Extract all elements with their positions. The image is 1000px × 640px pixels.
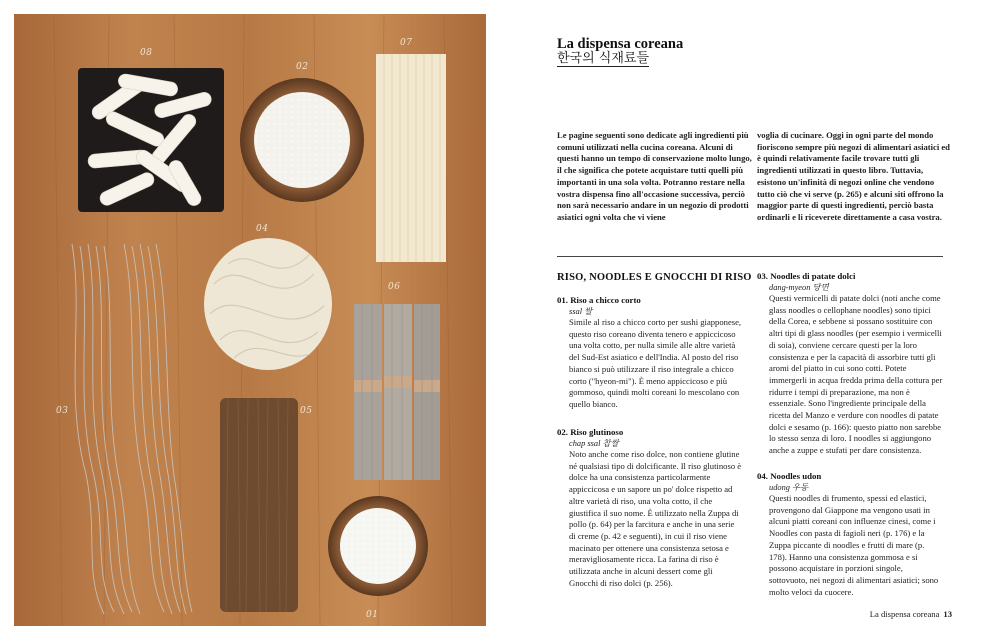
page-title: La dispensa coreana [557, 36, 684, 52]
ingredient-entry [757, 270, 943, 457]
wheat-noodles-bundle [376, 54, 446, 262]
rice-cakes-tray [78, 68, 224, 212]
photo-label: 03 [56, 406, 69, 416]
photo-label: 08 [140, 48, 153, 58]
page-footer [870, 609, 952, 619]
short-grain-rice-bowl [328, 496, 428, 596]
text-page [508, 0, 1000, 640]
ingredient-entry [557, 426, 743, 589]
udon-noodles-pile [204, 238, 332, 370]
entry-heading: 04. Noodles udon [757, 471, 822, 481]
section-divider [557, 256, 943, 257]
ingredient-entry [557, 294, 743, 411]
photo-label: 05 [300, 406, 313, 416]
buckwheat-noodles [354, 304, 440, 480]
entry-body: Questi vermicelli di patate dolci (noti anche come glass noodles o cellophane noodles) sono tipici della Corea, e sebbene si possano sostituire con altri tipi di glass noodles (per esempio i vermicelli di soia), conviene cercare questi per la loro consistenza e per la capacità di assorbire tutti gli aromi del piatto in cui sono cotti. Potete immergerli in acqua fredda prima della cottura per ridurre i tempi di preparazione, ma non è essenziale. Sono l'ingrediente principale della ricetta del Manzo e verdure con noodles di patate dolci e sesamo (p. 166): questo piatto non sarebbe lo stesso senza di loro. I noodles si aggiungono anche a zuppe e stufati per dare consistenza. [769, 293, 943, 456]
glutinous-rice-bowl [240, 78, 364, 202]
entry-body: Simile al riso a chicco corto per sushi giapponese, questo riso coreano diventa tenero e appiccicoso una volta cotto, per nulla simile alle altre varietà del Sud-Est asiatico e dell'India. Al posto del riso bianco si può utilizzare il riso integrale a chicco corto ("hyeon-mi"). È meno appiccicoso e più gommoso, quindi molti coreani lo mescolano con quello bianco. [569, 317, 742, 409]
page-number: 13 [943, 609, 952, 619]
photo-label: 06 [388, 282, 401, 292]
photo-label: 01 [366, 610, 379, 620]
photo-label: 02 [296, 62, 309, 72]
entry-body: Questi noodles di frumento, spessi ed elastici, provengono dal Giappone ma vengono usati in alcuni piatti coreani con influenze cinesi, come i Noodles con pasta di fagioli neri (p. 176) e la Zuppa piccante di noodles e frutti di mare (p. 178). Hanno una consistenza gommosa e si possono acquistare in porzioni singole, sottovuoto, nei negozi di alimentari asiatici; sono molto veloci da cuocere. [769, 493, 939, 597]
entry-transliteration: chap ssal 찹쌀 [569, 439, 619, 448]
entry-transliteration: dang-myeon 당면 [769, 283, 829, 292]
ingredients-photo [14, 14, 486, 626]
page-subtitle-korean: 한국의 식재료들 [557, 51, 650, 66]
running-footer-label: La dispensa coreana [869, 609, 940, 619]
entry-heading: 01. Riso a chicco corto [557, 295, 641, 305]
photo-label: 07 [400, 38, 413, 48]
section-title: RISO, NOODLES E GNOCCHI DI RISO [557, 272, 752, 283]
entry-body: Noto anche come riso dolce, non contiene glutine né qualsiasi tipo di dolcificante. Il riso glutinoso è dolce ha una consistenza particolarmente appiccicosa e un sapore un po' dolce rispetto ad altre varietà di riso, una volta cotto, il che giustifica il suo nome. È utilizzato nella Zuppa di pollo (p. 64) per la farcitura e anche in una serie di creme (p. 42 e seguenti), in cui il riso viene macinato per ottenere una consistenza setosa e meravigliosamente ricca. La farina di riso è utilizzata anche in alcuni dessert come gli Gnocchi di riso dolci (p. 256). [569, 449, 742, 588]
entry-heading: 03. Noodles di patate dolci [757, 271, 856, 281]
entry-transliteration: ssal 쌀 [569, 307, 593, 316]
intro-paragraph-col1: Le pagine seguenti sono dedicate agli ingredienti più comuni utilizzati nella cucina coreana. Alcuni di questi hanno un tempo di conservazione molto lungo, il che significa che potete acquistare tutti quelli più importanti in una sola volta. Potranno restare nella vostra dispensa fino all'occasione successiva, perciò non sarà necessario andare in un negozio di prodotti asiatici ogni volta che vi viene [557, 130, 752, 222]
wooden-board-image [14, 14, 486, 626]
ingredient-entry [757, 470, 943, 598]
intro-paragraph-col2: voglia di cucinare. Oggi in ogni parte del mondo fioriscono sempre più negozi di alimentari asiatici ed è quindi relativamente facile trovare tutti gli ingredienti utilizzati in questo libro. Tuttavia, esistono un'infinità di negozi online che vendono tutto ciò che vi serve (p. 265) e alcuni siti offrono la maggior parte di questi ingredienti, perciò basta ordinarli e li riceverete direttamente a casa vostra. [757, 130, 950, 222]
photo-label: 04 [256, 224, 269, 234]
brown-noodles [220, 398, 298, 612]
entry-transliteration: udong 우동 [769, 483, 809, 492]
entry-heading: 02. Riso glutinoso [557, 427, 624, 437]
